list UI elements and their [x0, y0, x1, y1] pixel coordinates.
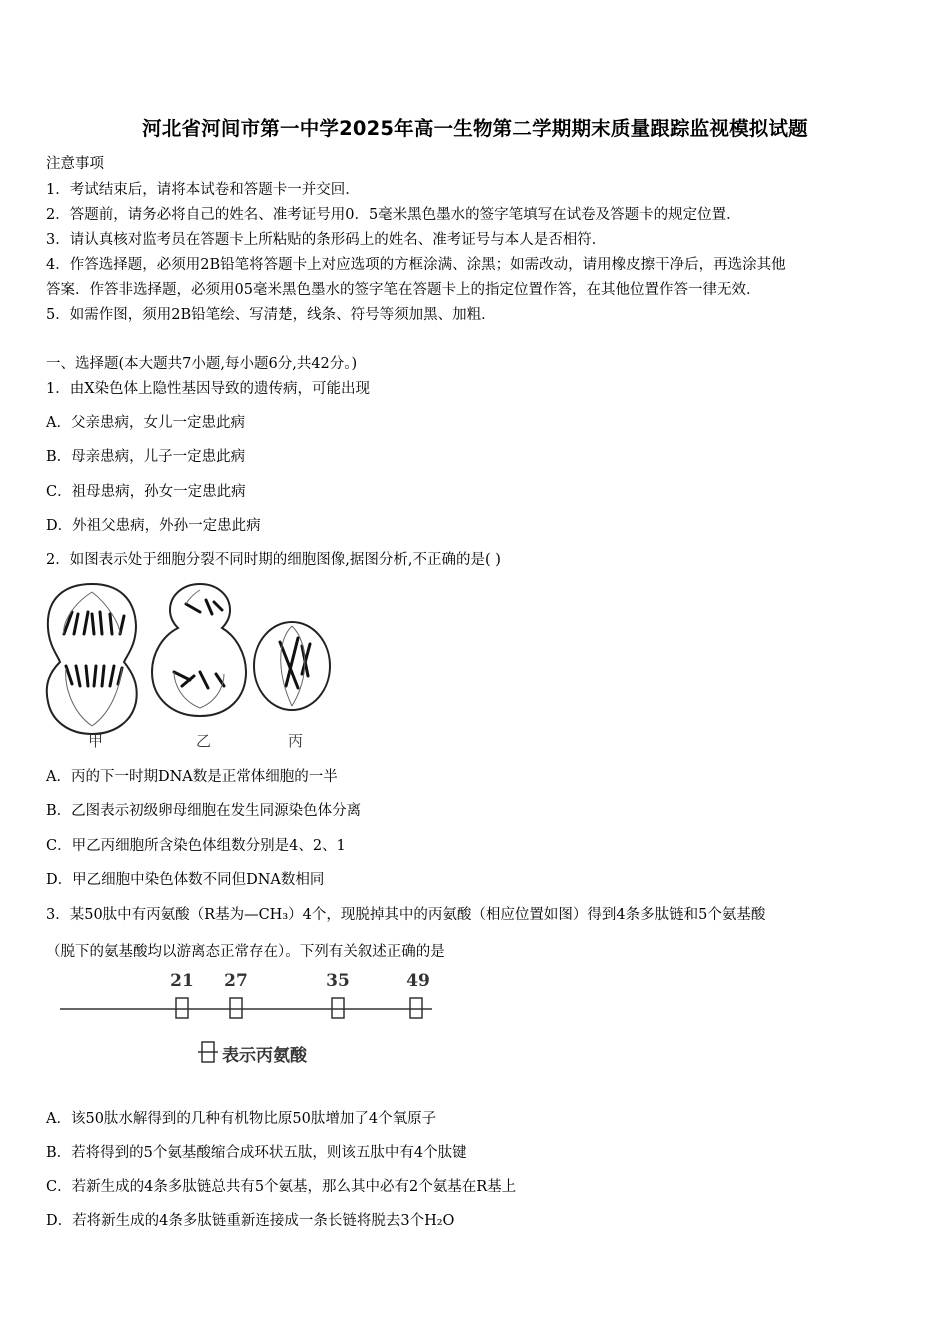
cell-jia-outline	[47, 584, 137, 734]
notice-item-3: 3．请认真核对监考员在答题卡上所粘贴的条形码上的姓名、准考证号与本人是否相符．	[46, 232, 607, 248]
position-35: 35	[326, 971, 350, 991]
q3-option-d: D．若将新生成的4条多肽链重新连接成一条长链将脱去3个H₂O	[46, 1213, 455, 1229]
q2-option-c: C．甲乙丙细胞所含染色体组数分别是4、2、1	[46, 838, 346, 854]
notice-item-5: 5．如需作图，须用2B铅笔绘、写清楚，线条、符号等须加黑、加粗．	[46, 307, 496, 323]
page-title: 河北省河间市第一中学2025年高一生物第二学期期末质量跟踪监视模拟试题	[142, 117, 808, 140]
q3-option-a: A．该50肽水解得到的几种有机物比原50肽增加了4个氧原子	[46, 1111, 437, 1127]
alanine-box-27	[230, 998, 242, 1018]
notice-heading: 注意事项	[46, 156, 104, 172]
alanine-box-21	[176, 998, 188, 1018]
q3-option-c: C．若新生成的4条多肽链总共有5个氨基，那么其中必有2个氨基在R基上	[46, 1179, 517, 1195]
q1-option-d: D．外祖父患病，外孙一定患此病	[46, 518, 261, 534]
q3-stem-line2: （脱下的氨基酸均以游离态正常存在）。下列有关叙述正确的是	[46, 944, 445, 960]
position-49: 49	[406, 971, 430, 991]
cell-yi-outline	[152, 584, 246, 716]
notice-item-2: 2．答题前，请务必将自己的姓名、准考证号用0．5毫米黑色墨水的签字笔填写在试卷及答题卡的规定位置．	[46, 207, 741, 223]
section-heading: 一、选择题(本大题共7小题,每小题6分,共42分。)	[46, 356, 358, 372]
q2-option-d: D．甲乙细胞中染色体数不同但DNA数相同	[46, 872, 325, 888]
notice-item-4-cont: 答案．作答非选择题，必须用05毫米黑色墨水的签字笔在答题卡上的指定位置作答，在其他位置作答一律无效．	[46, 282, 761, 298]
q2-option-a: A．丙的下一时期DNA数是正常体细胞的一半	[46, 769, 338, 785]
notice-item-4: 4．作答选择题，必须用2B铅笔将答题卡上对应选项的方框涂满、涂黑；如需改动，请用橡皮擦干净后，再选涂其他	[46, 257, 786, 273]
label-bing: 丙	[288, 732, 304, 750]
q2-option-b: B．乙图表示初级卵母细胞在发生同源染色体分离	[46, 803, 362, 819]
alanine-box-49	[410, 998, 422, 1018]
q3-stem-line1: 3．某50肽中有丙氨酸（R基为—CH₃）4个，现脱掉其中的丙氨酸（相应位置如图）得到4条多肽链和5个氨基酸	[46, 907, 766, 923]
q3-option-b: B．若将得到的5个氨基酸缩合成环状五肽，则该五肽中有4个肽键	[46, 1145, 467, 1161]
peptide-figure	[50, 964, 450, 1074]
alanine-box-35	[332, 998, 344, 1018]
q1-stem: 1．由X染色体上隐性基因导致的遗传病，可能出现	[46, 381, 371, 397]
position-27: 27	[224, 971, 248, 991]
legend-text: 表示丙氨酸	[222, 1046, 307, 1066]
q1-option-c: C．祖母患病，孙女一定患此病	[46, 484, 246, 500]
notice-item-1: 1．考试结束后，请将本试卷和答题卡一并交回．	[46, 182, 360, 198]
label-jia: 甲	[88, 732, 104, 750]
cell-division-figure	[40, 576, 340, 752]
label-yi: 乙	[196, 732, 212, 750]
q2-stem: 2．如图表示处于细胞分裂不同时期的细胞图像,据图分析,不正确的是( )	[46, 552, 501, 568]
q1-option-a: A．父亲患病，女儿一定患此病	[46, 415, 245, 431]
q1-option-b: B．母亲患病，儿子一定患此病	[46, 449, 246, 465]
position-21: 21	[170, 971, 194, 991]
